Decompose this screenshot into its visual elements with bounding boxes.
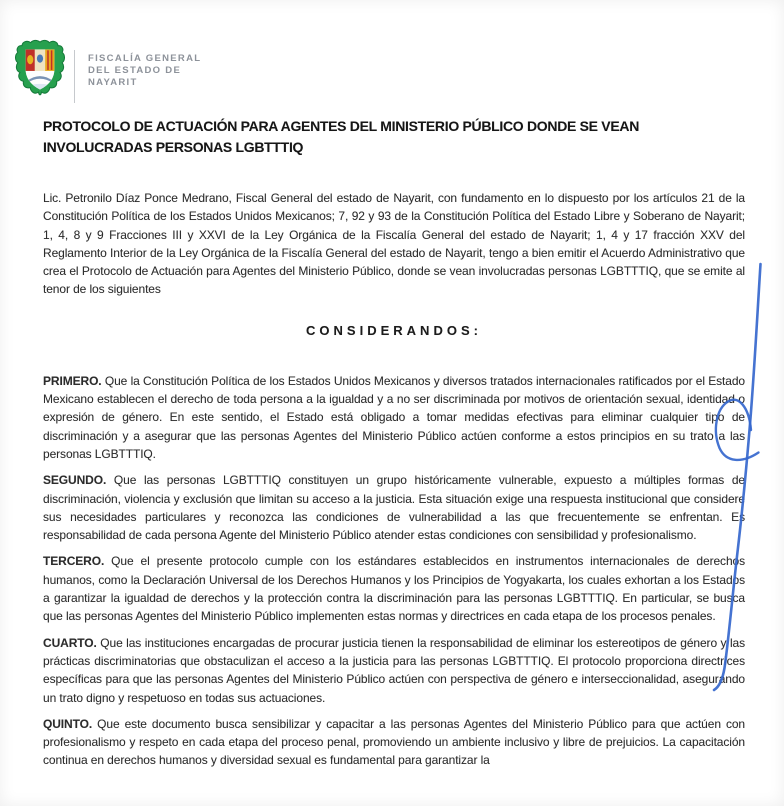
considerando-label: TERCERO. — [43, 554, 105, 569]
considerando-text: Que la Constitución Política de los Estados Unidos Mexicanos y diversos tratados internacionales ratificados por el Estado Mexicano establecen el derecho de toda persona a la igualdad y a no ser discriminada por motivos de orientación sexual, identidad o expresión de género. En este sentido, el Estado está obligado a tomar medidas efectivas para eliminar cualquier tipo de discriminación y a asegurar que las personas Agentes del Ministerio Público actúen conforme a estos principios en su trato a las personas LGBTTTIQ. — [43, 373, 746, 461]
considerando-label: CUARTO. — [43, 635, 97, 650]
nayarit-coat-of-arms-icon — [15, 39, 65, 105]
letterhead-org-name — [88, 53, 201, 88]
considerando-text: Que este documento busca sensibilizar y capacitar a las personas Agentes del Ministerio Público para que actúen con profesionalismo y respeto en cada etapa del proceso penal, promoviendo un ambiente inclusivo y libre de prejuicios. La capacitación continua en derechos humanos y diversidad sexual es fundamental para garantizar la — [43, 716, 745, 768]
considerando-tercero — [43, 552, 745, 625]
considerandos-heading: CONSIDERANDOS: — [306, 322, 482, 338]
considerando-label: QUINTO. — [43, 716, 93, 731]
considerando-text: Que las personas LGBTTTIQ constituyen un grupo históricamente vulnerable, expuesto a múltiples formas de discriminación, violencia y exclusión que limitan su acceso a la justicia. Esta situación exige una respuesta institucional que considere sus necesidades particulares y reconozca las condiciones de vulnerabilidad a las que frecuentemente se enfrentan. Es responsabilidad de cada persona Agente del Ministerio Público atender estas condiciones con sensibilidad y profesionalismo. — [43, 473, 745, 543]
letterhead-divider — [74, 50, 75, 103]
considerando-cuarto — [43, 634, 745, 707]
intro-paragraph: Lic. Petronilo Díaz Ponce Medrano, Fiscal General del estado de Nayarit, con fundamento en lo dispuesto por los artículos 21 de la Constitución Política de los Estados Unidos Mexicanos; 7, 92 y 93 de la Constitución Política del Estado Libre y Soberano de Nayarit; 1, 4, 8 y 9 Fracciones III y XXVI de la Ley Orgánica de la Fiscalía General del estado de Nayarit; 1, 4 y 17 fracción XXV del Reglamento Interior de la Ley Orgánica de la Fiscalía General del estado de Nayarit, tengo a bien emitir el Acuerdo Administrativo que crea el Protocolo de Actuación para Agentes del Ministerio Público, donde se vean involucradas personas LGBTTTIQ, que se emite al tenor de los siguientes — [43, 191, 745, 297]
considerando-text: Que el presente protocolo cumple con los estándares establecidos en instrumentos internacionales de derechos humanos, como la Declaración Universal de los Derechos Humanos y los Principios de Yogyakarta, los cuales exhortan a los Estados a garantizar la igualdad de derechos y la protección contra la discriminación para las personas LGBTTTIQ. En particular, se busca que las personas Agentes del Ministerio Público implementen estas normas y directrices en cada etapa de los procesos penales. — [43, 554, 745, 624]
document-title: PROTOCOLO DE ACTUACIÓN PARA AGENTES DEL MINISTERIO PÚBLICO DONDE SE VEAN INVOLUCRADAS PERSONAS LGBTTTIQ — [43, 118, 640, 155]
considerando-label: PRIMERO. — [43, 373, 102, 388]
org-name-line2: DEL ESTADO DE — [88, 64, 182, 76]
considerando-text: Que las instituciones encargadas de procurar justicia tienen la responsabilidad de eliminar los estereotipos de género y las prácticas discriminatorias que obstaculizan el acceso a la justicia para las personas LGBTTTIQ. El protocolo proporciona directrices específicas para que las personas Agentes del Ministerio Público actúen con perspectiva de género e interseccionalidad, asegurando un trato digno y respetuoso en todas sus actuaciones. — [43, 635, 745, 705]
org-name-line1: FISCALÍA GENERAL — [88, 53, 202, 64]
considerando-segundo — [43, 471, 745, 544]
considerando-quinto — [43, 715, 745, 770]
org-name-line3: NAYARIT — [88, 76, 138, 88]
considerando-primero — [43, 372, 745, 463]
considerando-label: SEGUNDO. — [43, 473, 107, 488]
document-body — [43, 116, 748, 770]
